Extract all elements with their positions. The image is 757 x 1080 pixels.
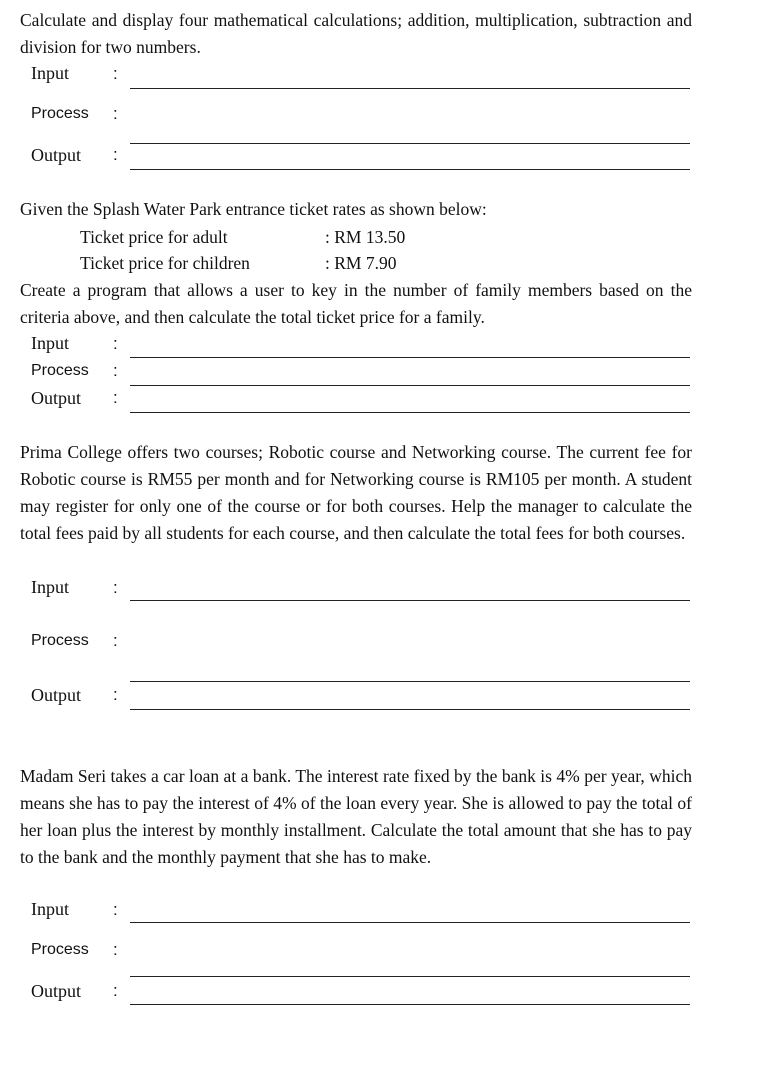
q2-input-line	[130, 357, 690, 358]
q1-output-line	[130, 169, 690, 170]
q1-input-colon: :	[113, 64, 118, 83]
q2-input-label: Input	[31, 333, 69, 353]
q3-output-colon: :	[113, 685, 118, 704]
q4-process-colon: :	[113, 940, 118, 959]
q1-process-colon: :	[113, 104, 118, 123]
q2-process-line	[130, 385, 690, 386]
q3-process-label: Process	[31, 632, 89, 649]
q3-output-label: Output	[31, 685, 82, 705]
q2-text: Create a program that allows a user to key in the number of family members based on the criteria above, and then calculate the total ticket price for a family.	[20, 280, 692, 327]
q4-text: Madam Seri takes a car loan at a bank. The interest rate fixed by the bank is 4% per year, which means she has to pay the interest of 4% of the loan every year. She is allowed to pay the total of her loan plus the interest by monthly installment. Calculate the total amount that she has to pay to the bank and the monthly payment that she has to make.	[20, 766, 692, 867]
q2-rate-children-label: Ticket price for children	[80, 253, 250, 273]
q4-input-line	[130, 922, 690, 923]
q3-process-line	[130, 681, 690, 682]
q2-rate-adult-label: Ticket price for adult	[80, 227, 228, 247]
q4-output-colon: :	[113, 981, 118, 1000]
q1-text: Calculate and display four mathematical calculations; addition, multiplication, subtraction and division for two numbers.	[20, 10, 692, 57]
q4-output-line	[130, 1004, 690, 1005]
q2-output-label: Output	[31, 388, 82, 408]
q2-output-line	[130, 412, 690, 413]
q1-output-colon: :	[113, 145, 118, 164]
q2-output-colon: :	[113, 388, 118, 407]
q2-process-label: Process	[31, 362, 89, 379]
q3-output-line	[130, 709, 690, 710]
q4-process-line	[130, 976, 690, 977]
q3-input-colon: :	[113, 578, 118, 597]
q4-process-label: Process	[31, 941, 89, 958]
q2-rate-children-value: : RM 7.90	[325, 253, 397, 273]
q2-rate-adult-value: : RM 13.50	[325, 227, 406, 247]
q2-intro: Given the Splash Water Park entrance ticket rates as shown below:	[20, 199, 487, 219]
q4-output-label: Output	[31, 981, 82, 1001]
q1-output-label: Output	[31, 145, 82, 165]
q3-process-colon: :	[113, 631, 118, 650]
q2-input-colon: :	[113, 334, 118, 353]
q4-input-colon: :	[113, 900, 118, 919]
q2-process-colon: :	[113, 361, 118, 380]
q1-process-label: Process	[31, 105, 89, 122]
q1-input-label: Input	[31, 63, 69, 83]
q3-text: Prima College offers two courses; Robotic course and Networking course. The current fee for Robotic course is RM55 per month and for Networking course is RM105 per month. A student may register for only one of the course or for both courses. Help the manager to calculate the total fees paid by all students for each course, and then calculate the total fees for both courses.	[20, 442, 692, 543]
q3-input-label: Input	[31, 577, 69, 597]
q1-input-line	[130, 88, 690, 89]
q3-input-line	[130, 600, 690, 601]
q1-process-line	[130, 143, 690, 144]
q4-input-label: Input	[31, 899, 69, 919]
